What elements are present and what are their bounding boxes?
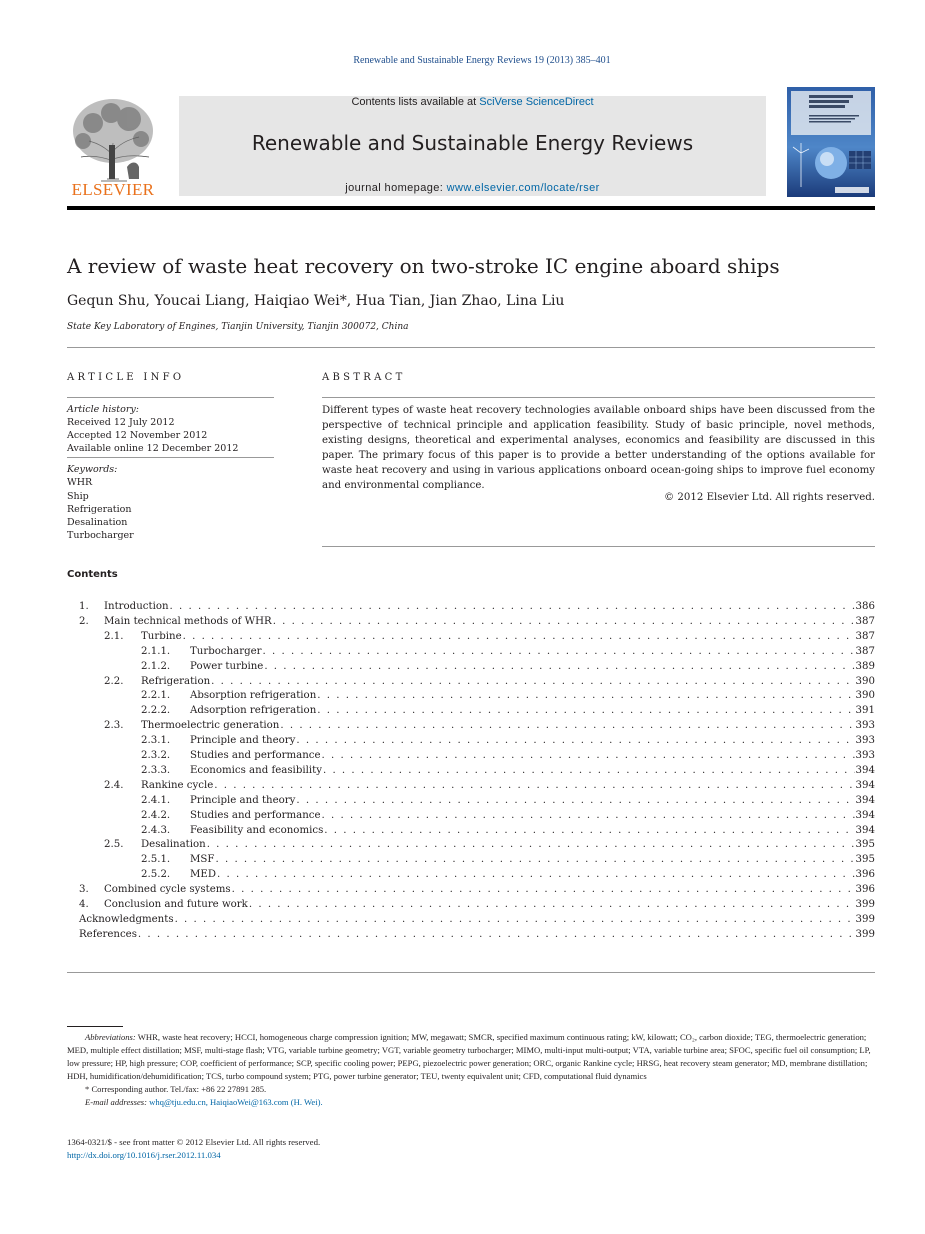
toc-entry[interactable] <box>141 824 875 840</box>
keyword: Refrigeration <box>67 504 132 515</box>
title-rule <box>67 347 875 348</box>
toc-page-number: 395 <box>855 854 875 866</box>
article-title: A review of waste heat recovery on two-stroke IC engine aboard ships <box>67 254 780 278</box>
toc-title: Economics and feasibility <box>190 764 322 776</box>
keyword: Desalination <box>67 517 128 528</box>
history-accepted: Accepted 12 November 2012 <box>67 430 208 441</box>
toc-leader-dots <box>263 646 855 657</box>
toc-entry[interactable] <box>104 675 875 691</box>
toc-number: 2.4. <box>104 779 124 791</box>
toc-page-number: 399 <box>855 899 875 910</box>
toc-page-number: 396 <box>855 869 875 881</box>
contents-available-line <box>179 96 766 108</box>
history-label: Article history: <box>67 404 139 415</box>
toc-number: 2.1.2. <box>141 660 171 672</box>
toc-entry[interactable] <box>141 869 875 884</box>
toc-leader-dots <box>322 810 855 821</box>
keywords-rule <box>67 457 274 458</box>
toc-page-number: 390 <box>855 690 875 702</box>
toc-title: Rankine cycle <box>141 779 214 791</box>
toc-entry[interactable] <box>141 750 875 765</box>
toc-title: Refrigeration <box>141 675 211 687</box>
toc-leader-dots <box>296 735 854 746</box>
toc-title: Turbocharger <box>190 645 262 657</box>
toc-number: 2.4.3. <box>141 824 171 836</box>
toc-page-number: 394 <box>855 824 875 836</box>
toc-entry[interactable] <box>79 899 875 914</box>
keyword: WHR <box>67 477 93 488</box>
toc-page-number: 394 <box>855 794 875 806</box>
toc-leader-dots <box>280 720 854 731</box>
toc-leader-dots <box>249 899 855 910</box>
article-info-heading: ARTICLE INFO <box>67 372 185 383</box>
toc-title: Studies and performance <box>190 809 321 821</box>
toc-leader-dots <box>138 929 855 940</box>
journal-cover-image <box>787 87 875 197</box>
toc-title: Acknowledgments <box>79 913 174 925</box>
toc-title: Combined cycle systems <box>104 884 231 896</box>
toc-number: 2.3.3. <box>141 764 171 776</box>
toc-entry[interactable] <box>141 660 875 676</box>
toc-page-number: 394 <box>855 764 875 776</box>
toc-page-number: 399 <box>855 913 875 925</box>
toc-number: 2.2. <box>104 675 124 687</box>
email-note <box>67 1096 875 1109</box>
toc-title: MED <box>190 869 217 881</box>
email-label: E-mail addresses: <box>85 1097 147 1107</box>
corresponding-author-note: * Corresponding author. Tel./fax: +86 22 27891 285. <box>85 1084 267 1094</box>
toc-leader-dots <box>273 616 855 627</box>
issn-line: 1364-0321/$ - see front matter © 2012 Elsevier Ltd. All rights reserved. <box>67 1137 321 1147</box>
toc-title: Thermoelectric generation <box>141 720 280 732</box>
toc-number: 2.5. <box>104 839 124 851</box>
toc-leader-dots <box>264 661 854 672</box>
toc-leader-dots <box>323 765 855 776</box>
toc-entry[interactable] <box>141 794 875 810</box>
toc-number: 1. <box>79 601 89 612</box>
toc-title: Desalination <box>141 839 206 851</box>
homepage-prefix: journal homepage: <box>345 182 447 194</box>
toc-page-number: 386 <box>855 601 875 612</box>
toc-leader-dots <box>170 601 855 612</box>
keyword: Turbocharger <box>67 530 134 541</box>
toc-title: Adsorption refrigeration <box>190 705 317 717</box>
contents-bottom-rule <box>67 972 875 973</box>
toc-number: 2.3.2. <box>141 750 171 761</box>
toc-page-number: 390 <box>855 675 875 687</box>
toc-number: 2.2.1. <box>141 690 171 702</box>
toc-title: Absorption refrigeration <box>190 690 317 702</box>
toc-number: 2.2.2. <box>141 705 171 717</box>
contents-prefix: Contents lists available at <box>351 96 480 108</box>
toc-number: 2.4.2. <box>141 809 171 821</box>
elsevier-wordmark: ELSEVIER <box>71 180 155 199</box>
toc-leader-dots <box>296 795 854 806</box>
toc-leader-dots <box>214 780 854 791</box>
history-received: Received 12 July 2012 <box>67 417 175 428</box>
toc-page-number: 394 <box>855 809 875 821</box>
toc-leader-dots <box>175 914 855 925</box>
journal-homepage-line <box>179 182 766 194</box>
toc-entry[interactable] <box>104 779 875 795</box>
toc-number: 2.3. <box>104 720 124 732</box>
toc-number: 2.1. <box>104 630 124 642</box>
toc-entry[interactable] <box>104 630 875 646</box>
toc-page-number: 394 <box>855 779 875 791</box>
toc-leader-dots <box>215 854 854 865</box>
toc-number: 2.5.1. <box>141 854 171 866</box>
toc-entry[interactable] <box>79 601 875 616</box>
author-list: Gequn Shu, Youcai Liang, Haiqiao Wei*, Hua Tian, Jian Zhao, Lina Liu <box>67 293 565 309</box>
toc-leader-dots <box>211 676 854 687</box>
toc-entry[interactable] <box>141 705 875 720</box>
toc-title: Main technical methods of WHR <box>104 615 272 627</box>
toc-page-number: 387 <box>855 630 875 642</box>
abbreviations-label: Abbreviations: <box>85 1032 136 1042</box>
homepage-link[interactable]: www.elsevier.com/locate/rser <box>446 182 600 194</box>
toc-entry[interactable] <box>79 914 875 929</box>
toc-title: References <box>79 928 137 940</box>
toc-page-number: 395 <box>855 839 875 851</box>
toc-title: MSF <box>190 854 215 866</box>
toc-leader-dots <box>207 839 855 850</box>
footnote-rule <box>67 1026 123 1027</box>
toc-leader-dots <box>232 884 855 895</box>
toc-number: 2.1.1. <box>141 645 171 657</box>
toc-page-number: 387 <box>855 615 875 627</box>
toc-entry[interactable] <box>141 645 875 661</box>
toc-title: Feasibility and economics <box>190 824 324 836</box>
abbreviations-text: WHR, waste heat recovery; HCCI, homogeneous charge compression ignition; MW, megawatt; SMCR, specified maximum continuous rating; kW, kilowatt; CO₂, carbon dioxide; TEG, thermoelectric generation; MED, multiple effect distillation; MSF, multi-stage flash; VTG, variable turbine geometry; VGT, variable geometry turbocharger; MIMO, multi-input multi-output; VTA, variable turbine area; SFOC, specific fuel oil consumption; LP, low pressure; HP, high pressure; COP, coefficient of performance; SCP, specific cooling power; PEPG, piezoelectric power generation; ORC, organic Rankine cycle; HRSG, heat recovery steam generator; MD, membrane distillation; HDH, humidification/dehumidification; TCS, turbo compound system; PTG, power turbine generator; TEU, twenty equivalent unit; CFD, computational fluid dynamics <box>67 1032 871 1081</box>
abstract-text: Different types of waste heat recovery technologies available onboard ships have been discussed from the perspective of technical principle and application feasibility. Study of basic principle, novel methods, existing designs, theoretical and experimental analyses, economics and feasibility are discussed in this paper. The primary focus of this paper is to provide a better understanding of the options available for waste heat recovery and using in various applications onboard ocean-going ships to improve fuel economy and environmental compliance. <box>322 405 875 491</box>
abbreviations-note <box>67 1031 875 1083</box>
toc-page-number: 396 <box>855 884 875 896</box>
sciencedirect-link[interactable]: SciVerse ScienceDirect <box>479 96 594 108</box>
journal-title: Renewable and Sustainable Energy Reviews <box>251 131 694 155</box>
toc-page-number: 393 <box>855 720 875 732</box>
toc-title: Conclusion and future work <box>104 899 248 910</box>
toc-leader-dots <box>183 631 855 642</box>
toc-entry[interactable] <box>141 764 875 780</box>
footnotes <box>67 1031 875 1109</box>
toc-entry[interactable] <box>141 690 875 705</box>
toc-entry[interactable] <box>79 615 875 631</box>
keyword: Ship <box>67 491 89 502</box>
toc-page-number: 389 <box>855 660 875 672</box>
doi-link[interactable]: http://dx.doi.org/10.1016/j.rser.2012.11.034 <box>67 1150 221 1160</box>
toc-entry[interactable] <box>141 809 875 825</box>
toc-title: Studies and performance <box>190 750 321 761</box>
toc-title: Introduction <box>104 601 169 612</box>
toc-title: Power turbine <box>190 660 264 672</box>
abstract-heading: ABSTRACT <box>322 372 406 383</box>
toc-page-number: 393 <box>855 750 875 761</box>
toc-number: 2.4.1. <box>141 794 171 806</box>
abstract-rule <box>322 397 875 398</box>
toc-entry[interactable] <box>104 720 875 735</box>
toc-page-number: 399 <box>855 928 875 940</box>
toc-entry[interactable] <box>141 854 875 869</box>
toc-entry[interactable] <box>141 735 875 750</box>
journal-reference[interactable]: Renewable and Sustainable Energy Reviews 19 (2013) 385–401 <box>353 55 611 66</box>
toc-leader-dots <box>317 690 854 701</box>
toc-page-number: 393 <box>855 735 875 747</box>
toc-number: 2.5.2. <box>141 869 171 881</box>
toc-number: 2.3.1. <box>141 735 171 747</box>
toc-number: 3. <box>79 884 89 896</box>
affiliation: State Key Laboratory of Engines, Tianjin University, Tianjin 300072, China <box>67 322 409 332</box>
header-rule <box>67 206 875 210</box>
toc-leader-dots <box>217 869 855 880</box>
article-info-rule <box>67 397 274 398</box>
toc-entry[interactable] <box>79 929 875 944</box>
keywords-label: Keywords: <box>67 464 118 475</box>
toc-page-number: 391 <box>855 705 875 717</box>
toc-title: Principle and theory <box>190 735 296 747</box>
toc-number: 4. <box>79 899 89 910</box>
toc-entry[interactable] <box>104 839 875 854</box>
toc-leader-dots <box>324 825 854 836</box>
issn-block <box>67 1136 320 1162</box>
toc-title: Principle and theory <box>190 794 296 806</box>
email-addresses[interactable]: whq@tju.edu.cn, HaiqiaoWei@163.com (H. Wei). <box>149 1097 323 1107</box>
abstract-bottom-rule <box>322 546 875 547</box>
toc-number: 2. <box>79 615 89 627</box>
copyright-line: © 2012 Elsevier Ltd. All rights reserved. <box>663 492 875 503</box>
toc-leader-dots <box>317 705 854 716</box>
toc-leader-dots <box>322 750 855 761</box>
contents-heading: Contents <box>67 569 118 580</box>
history-online: Available online 12 December 2012 <box>67 443 239 454</box>
toc-title: Turbine <box>141 630 182 642</box>
toc-entry[interactable] <box>79 884 875 899</box>
toc-page-number: 387 <box>855 645 875 657</box>
